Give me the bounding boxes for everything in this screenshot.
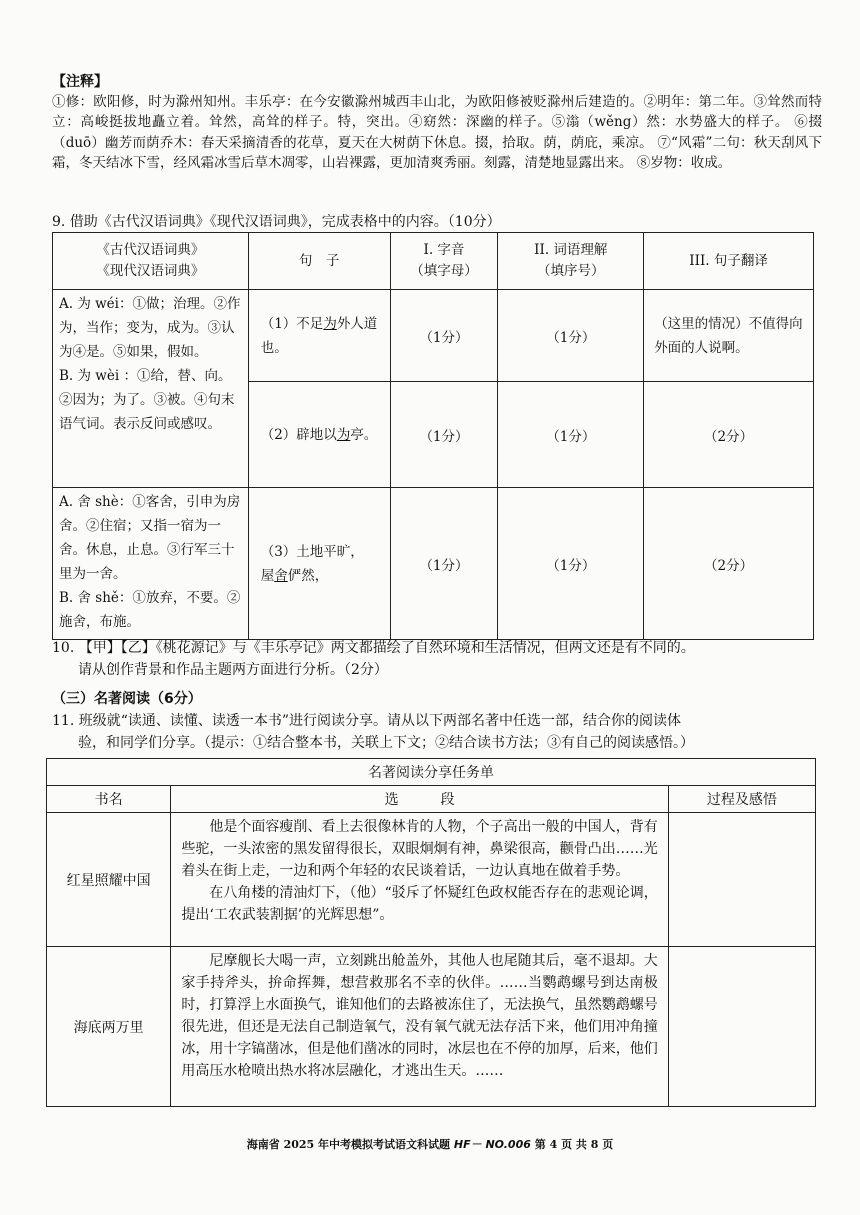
excerpt: 尼摩舰长大喝一声，立刻跳出舱盖外，其他人也尾随其后，毫不退却。大家手持斧头，拚命挥舞，想营救那名不幸的伙伴。……当鹦鹉螺号到达南极时，打算浮上水面换气，谁知他们的去路被冻住了，无法换气，虽然鹦鹉螺号很先进，但还是无法自己制造氧气，没有氧气就无法存活下来，他们用冲角撞冰，用十字镐凿冰，但是他们凿冰的同时，冰层也在不停的加厚，后来，他们用高压水枪喷出热水将冰层融化，才逃出生天。…… [171, 947, 668, 1107]
score-cell: （1分） [390, 290, 498, 382]
sentence-3: （3）土地平旷， 屋舍俨然， [248, 488, 390, 640]
annotations-text: ①修：欧阳修，时为滁州知州。丰乐亭：在今安徽滁州城西丰山北，为欧阳修被贬滁州后建造的。②明年：第二年。③耸然而特立：高峻挺拔地矗立着。耸然，高耸的样子。特，突出。④窈然：深幽的样子。⑤滃（wěng）然：水势盛大的样子。 ⑥掇（duō）幽芳而荫乔木：春天采摘清香的花草，夏天在大树荫下休息。掇，拾取。荫，荫庇，乘凉。 ⑦“风霜”二句：秋天刮风下霜，冬天结冰下雪，经风霜冰雪后草木凋零，山岩裸露，更加清爽秀丽。刻露，清楚地显露出来。 ⑧岁物：收成。 [52, 94, 822, 171]
book-title: 红星照耀中国 [47, 813, 171, 947]
question-11-line1: 11. 班级就“读通、读懂、读透一本书”进行阅读分享。请从以下两部名著中任选一部，结合你的阅读体 [52, 713, 682, 729]
score-cell: （1分） [498, 382, 644, 488]
table-row [47, 947, 816, 1107]
question-9 [52, 211, 822, 233]
reading-table-title: 名著阅读分享任务单 [47, 759, 816, 786]
col-excerpt: 选 段 [171, 786, 668, 813]
dictionary-table-header [53, 233, 814, 290]
excerpt: 他是个面容瘦削、看上去很像林肯的人物，个子高出一般的中国人，背有些驼，一头浓密的黑发留得很长，双眼炯炯有神，鼻梁很高，颧骨凸出……光着头在街上走，一边和两个年轻的农民谈着话，一边认真地在做着手势。 在八角楼的清油灯下，（他）“驳斥了怀疑红色政权能否存在的悲观论调，提出‘工农武装割据’的光辉思想”。 [171, 813, 668, 947]
score-cell: （1分） [498, 488, 644, 640]
dict-entry-she: A. 舍 shè：①客舍，引申为房舍。②住宿；又指一宿为一舍。休息，止息。③行军三十里为一舍。 B. 舍 shě：①放弃，不要。②施舍，布施。 [53, 488, 249, 640]
translation-1: （这里的情况）不值得向外面的人说啊。 [644, 290, 814, 382]
dictionary-table [52, 232, 814, 640]
header-dictionary: 《古代汉语词典》 《现代汉语词典》 [53, 233, 249, 290]
annotations-block [52, 72, 822, 173]
score-cell: （1分） [498, 290, 644, 382]
question-11-line2: 验，和同学们分享。（提示：①结合整本书，关联上下文；②结合读书方法；③有自己的阅读感悟。） [78, 735, 694, 751]
header-sentence: 句 子 [248, 233, 390, 290]
question-11 [52, 710, 822, 754]
sentence-1: （1）不足为外人道也。 [248, 290, 390, 382]
score-cell: （2分） [644, 382, 814, 488]
question-10-line1: 10. 【甲】【乙】《桃花源记》与《丰乐亭记》两文都描绘了自然环境和生活情况，但两文还是有不同的。 [52, 640, 695, 656]
col-book: 书名 [47, 786, 171, 813]
header-translation: III. 句子翻译 [644, 233, 814, 290]
question-10-line2: 请从创作背景和作品主题两方面进行分析。（2分） [78, 662, 388, 678]
question-9-stem: 9. 借助《古代汉语词典》《现代汉语词典》，完成表格中的内容。（10分） [52, 214, 501, 230]
section-3 [52, 688, 822, 710]
score-cell: （1分） [390, 382, 498, 488]
score-cell: （1分） [390, 488, 498, 640]
reading-task-table [46, 758, 816, 1107]
header-word-meaning: II. 词语理解 （填序号） [498, 233, 644, 290]
score-cell: （2分） [644, 488, 814, 640]
table-row [47, 813, 816, 947]
section-3-title: （三）名著阅读（6分） [52, 691, 202, 707]
table-row [53, 290, 814, 382]
question-10 [52, 637, 822, 681]
table-row [53, 488, 814, 640]
sentence-2: （2）辟地以为亭。 [248, 382, 390, 488]
reflection-input[interactable] [668, 813, 815, 947]
page-footer: 海南省 2025 年中考模拟考试语文科试题 HF－ NO.006 第 4 页 共 8 页 [246, 1138, 614, 1151]
annotations-header: 【注释】 [52, 74, 108, 90]
dict-entry-wei: A. 为 wéi：①做；治理。②作为，当作；变为，成为。③认为④是。⑤如果，假如。 B. 为 wèi ：①给，替、向。②因为；为了。③被。④句末语气词。表示反问或感叹。 [53, 290, 249, 488]
reflection-input[interactable] [668, 947, 815, 1107]
book-title: 海底两万里 [47, 947, 171, 1107]
col-reflection: 过程及感悟 [668, 786, 815, 813]
header-pronunciation: I. 字音 （填字母） [390, 233, 498, 290]
